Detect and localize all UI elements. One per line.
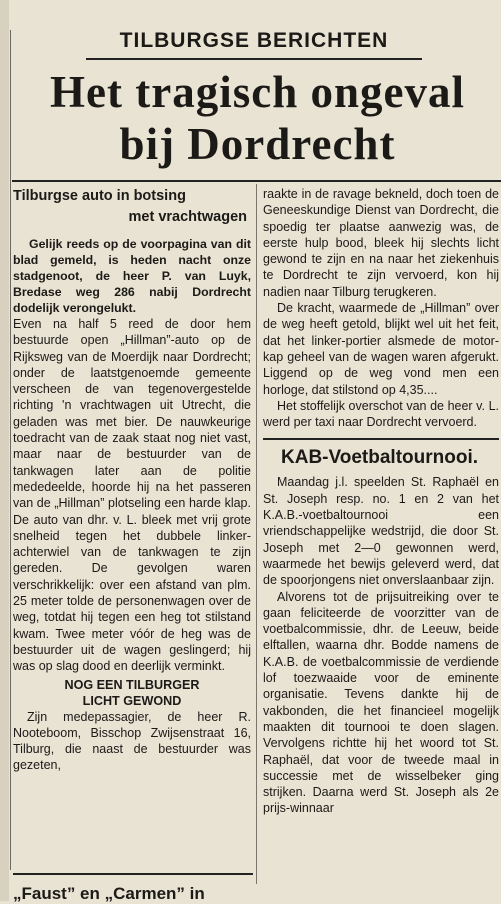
subsection-heading-line-2: LICHT GEWOND: [82, 693, 182, 708]
headline-rule: [12, 180, 501, 182]
headline-line-2: bij Dordrecht: [119, 119, 396, 169]
article-column-right: [263, 186, 499, 817]
kab-article-title: KAB-Voetbaltournooi.: [281, 447, 479, 469]
kab-paragraph-1: Maandag j.l. speelden St. Raphaël en St. Joseph resp. no. 1 en 2 van het K.A.B.-voetbaltournooi een vriendschappelijke wedstrijd, die door St. Joseph met 2—0 gewonnen werd, waarmede het bewijs geleverd werd, dat de spoorjongens niet onverslaanbaar zijn.: [263, 475, 499, 588]
article-paragraph-3: raakte in de ravage bekneld, doch toen de Geneeskundige Dienst van Dordrecht, die spoedig ter plaatse aanwezig was, de eerste hulp bood, bleek hij slechts licht gewond te zijn en na naar het ziekenhuis te Dordrecht te zijn vervoerd, kon hij nadien naar Tilburg terugkeren.: [263, 187, 499, 299]
kab-paragraph-2: Alvorens tot de prijsuitreiking over te gaan feliciteerde de voorzitter van de voetbalcommissie, dhr. de Leeuw, beide elftallen, waarna dhr. Bodde namens de K.A.B. de voetbalcommissie de verdiende lof toezwaaide voor de eminente organisatie. Tevens dankte hij de vakbonden, die het financieel mogelijk maakten dit tournooi te doen slagen. Vervolgens richtte hij het woord tot St. Raphaël, dat voor de tweede maal in successie met de wisselbeker ging strijken. Daarna werd St. Joseph als 2e prijs-winnaar: [263, 589, 499, 816]
article-subhead: [13, 186, 251, 228]
article-subhead-line-2: met vrachtwagen: [128, 209, 247, 225]
article-paragraph-5: Het stoffelijk overschot van de heer v. L. werd per taxi naar Dordrecht vervoerd.: [263, 398, 499, 430]
column-divider: [256, 184, 257, 884]
article-paragraph-4: De kracht, waarmede de „Hillman” over de weg heeft getold, blijkt wel uit het feit, dat het linker-portier alsmede de motor-kap geheel van de wagen waren afgerukt. Liggend op de weg vond men een horloge, dat stilstond op 4,35....: [263, 301, 499, 397]
article-paragraph-1: Even na half 5 reed de door hem bestuurde open „Hillman”-auto op de Rijksweg van de Moerdijk naar Dordrecht; onder de laatstgenoemde gemeente verscheen de van tegenovergestelde richting 'n vrachtwagen uit Utrecht, die geladen was met bier. De nauwkeurige toedracht van de zaak staat nog niet vast, maar naar de bestuurder van de tankwagen later aan de politie mededeelde, hoorde hij na het passeren van de „Hillman” plotseling een harde klap. De auto van dhr. v. L. bleek met vrij grote snelheid tegen het dubbele linker-achterwiel van de tankwagen te zijn gereden. De gevolgen waren verschrikkelijk: over een afstand van plm. 25 meter tolde de personenwagen over de weg, totdat hij tegen een heg tot stilstand kwam. Twee meter vóór de heg was de bestuurder uit de wagen geslingerd; hij was op slag dood en deerlijk verminkt.: [13, 317, 251, 674]
bottom-rule: [13, 873, 253, 875]
section-header: [86, 24, 422, 60]
next-article-heading: „Faust” en „Carmen” in: [13, 884, 205, 903]
article-separator-rule: [263, 438, 499, 440]
section-header-text: TILBURGSE BERICHTEN: [119, 29, 389, 52]
article-subhead-line-1: Tilburgse auto in botsing: [13, 188, 186, 204]
article-lead: Gelijk reeds op de voorpagina van dit blad gemeld, is heden nacht onze stadgenoot, de heer P. van Luyk, Bredase weg 286 nabij Dordrecht dodelijk verongelukt.: [13, 237, 251, 315]
headline: [14, 66, 501, 170]
subsection-heading-line-1: NOG EEN TILBURGER: [64, 677, 200, 692]
article-paragraph-2: Zijn medepassagier, de heer R. Nooteboom, Bisschop Zwijsenstraat 16, Tilburg, die naast de bestuurder was gezeten,: [13, 709, 251, 773]
subsection-heading: [13, 677, 251, 709]
page-margin-strip: [0, 0, 9, 901]
article-column-left: [13, 186, 251, 774]
margin-rule: [10, 30, 11, 870]
headline-line-1: Het tragisch ongeval: [50, 67, 465, 117]
